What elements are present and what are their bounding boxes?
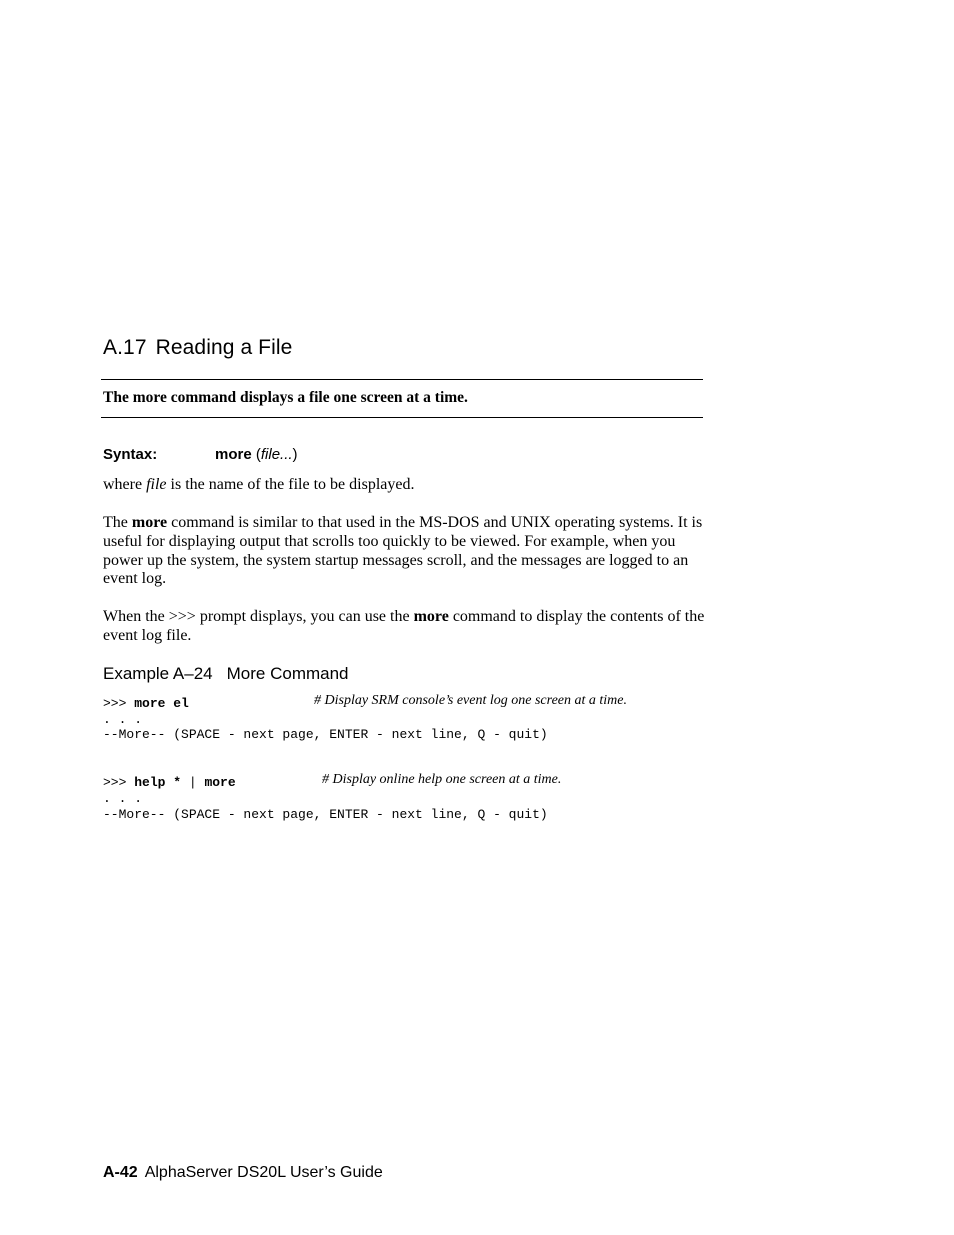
- p2-text-a: The: [103, 514, 132, 531]
- code-command-line: [103, 775, 236, 790]
- section-title: Reading a File: [155, 336, 293, 359]
- p2-command: more: [131, 514, 168, 531]
- paragraph-prompt-usage: [103, 608, 713, 646]
- syntax-close-paren: ): [292, 446, 298, 463]
- summary-bottom-rule: [101, 417, 703, 418]
- p1-text-a: where: [103, 476, 147, 493]
- page-footer: [103, 1164, 383, 1182]
- example-name: More Command: [226, 664, 349, 683]
- syntax-command: more: [215, 446, 252, 463]
- code-command-line: [103, 696, 189, 711]
- code-prompt: >>>: [103, 696, 135, 711]
- p3-text-b: command to display the contents of the event log file.: [103, 608, 705, 644]
- paragraph-file-description: [103, 476, 713, 495]
- code-prompt: >>>: [103, 775, 135, 790]
- code-pipe: |: [181, 775, 205, 790]
- syntax-label: Syntax:: [103, 446, 158, 463]
- p3-command: more: [413, 608, 449, 625]
- p1-text-b: is the name of the file to be displayed.: [166, 476, 415, 493]
- code-command: more: [204, 775, 236, 790]
- section-number: A.17: [103, 336, 147, 359]
- code-comment: # Display SRM console’s event log one screen at a time.: [314, 693, 627, 708]
- syntax-open-paren: (: [251, 446, 261, 463]
- code-comment: # Display online help one screen at a time.: [322, 772, 562, 787]
- guide-title: AlphaServer DS20L User’s Guide: [144, 1164, 383, 1181]
- code-ellipsis: . . .: [103, 791, 143, 806]
- p3-text-a: When the >>> prompt displays, you can use the: [103, 608, 414, 625]
- syntax-argument: file...: [260, 446, 293, 463]
- code-command: more el: [134, 696, 189, 711]
- syntax-line: [103, 446, 298, 463]
- code-command: help *: [134, 775, 182, 790]
- code-more-prompt: --More-- (SPACE - next page, ENTER - next line, Q - quit): [103, 727, 548, 742]
- code-ellipsis: . . .: [103, 712, 143, 727]
- p2-text-b: command is similar to that used in the MS-DOS and UNIX operating systems. It is useful for displaying output that scrolls too quickly to be viewed. For example, when you power up the system, the system startup messages scroll, and the messages are logged to an event log.: [103, 514, 703, 588]
- summary-top-rule: [101, 379, 703, 380]
- example-title: [103, 664, 349, 684]
- code-more-prompt: --More-- (SPACE - next page, ENTER - next line, Q - quit): [103, 807, 548, 822]
- section-summary: The more command displays a file one screen at a time.: [103, 389, 468, 406]
- page-number: A-42: [103, 1164, 138, 1181]
- paragraph-more-description: [103, 514, 713, 589]
- section-heading: [103, 336, 292, 360]
- example-label: Example A–24: [103, 664, 213, 683]
- p1-file-term: file: [146, 476, 167, 493]
